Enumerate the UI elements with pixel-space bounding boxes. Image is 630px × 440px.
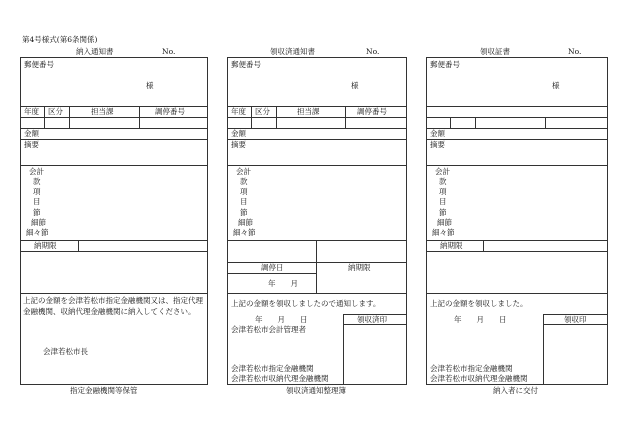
panel3-moku: 目 <box>439 197 447 206</box>
panel3-footer: 納入者に交付 <box>493 386 538 395</box>
panel1-chotei-bango: 調停番号 <box>155 107 185 116</box>
panel3-saisaisetsu: 細々節 <box>432 228 455 237</box>
panel2-tanto-ka: 担当課 <box>297 107 320 116</box>
panel1-nendo: 年度 <box>24 107 39 116</box>
panel3-ko: 項 <box>439 187 447 196</box>
panel2-title: 領収済通知書 <box>270 47 315 56</box>
form-number: 第4号様式(第6条関係) <box>22 35 98 44</box>
panel3-notice: 上記の金額を領収しました。 <box>430 299 528 308</box>
panel1-mayor: 会津若松市長 <box>43 347 88 356</box>
panel2-bank2: 会津若松市収納代理金融機関 <box>231 374 329 383</box>
panel3-date: 年 月 日 <box>454 315 507 324</box>
panel1-title: 納入通知書 <box>76 47 114 56</box>
panel2-nendo: 年度 <box>231 107 246 116</box>
panel1-saisetsu: 細節 <box>31 218 46 227</box>
panel2-ko: 項 <box>240 187 248 196</box>
panel2-postal-code: 郵便番号 <box>231 60 261 69</box>
panel3-saisetsu: 細節 <box>437 218 452 227</box>
panel1-kan: 款 <box>33 177 41 186</box>
panel1-kingaku: 金額 <box>24 129 39 138</box>
panel3-nokigen: 納期限 <box>440 241 463 250</box>
panel3-kaikei: 会計 <box>435 167 450 176</box>
panel1-moku: 目 <box>33 197 41 206</box>
panel3-setsu: 節 <box>439 208 447 217</box>
panel1-ko: 項 <box>33 187 41 196</box>
panel2-kubun: 区分 <box>255 107 270 116</box>
panel2-notice: 上記の金額を領収しましたので通知します。 <box>231 299 381 308</box>
panel3-bank2: 会津若松市収納代理金融機関 <box>430 374 528 383</box>
panel3-title: 領収証書 <box>480 47 510 56</box>
panel1-postal-code: 郵便番号 <box>24 60 54 69</box>
panel1-tanto-ka: 担当課 <box>91 107 114 116</box>
panel1-no: No. <box>162 47 176 56</box>
panel2-kan: 款 <box>240 177 248 186</box>
panel2-tekiyo: 摘要 <box>231 140 246 149</box>
panel2-date: 年 月 日 <box>255 315 308 324</box>
panel1-setsu: 節 <box>33 208 41 217</box>
panel3-bank1: 会津若松市指定金融機関 <box>430 364 513 373</box>
panel2-kingaku: 金額 <box>231 129 246 138</box>
panel1-tekiyo: 摘要 <box>24 140 39 149</box>
panel2-saisetsu: 細節 <box>238 218 253 227</box>
panel2-manager: 会津若松市会計管理者 <box>231 325 306 334</box>
panel2-footer: 領収済通知整理簿 <box>286 386 346 395</box>
panel2-moku: 目 <box>240 197 248 206</box>
panel3-kingaku: 金額 <box>430 129 445 138</box>
panel2-setsu: 節 <box>240 208 248 217</box>
panel2-bank1: 会津若松市指定金融機関 <box>231 364 314 373</box>
panel3-stamp-label: 領収印 <box>564 315 587 324</box>
panel2-nokigen: 納期限 <box>348 263 371 272</box>
panel1-nokigen: 納期限 <box>34 241 57 250</box>
panel2-sama: 様 <box>351 81 359 90</box>
panel3-no: No. <box>568 47 582 56</box>
panel1-kaikei: 会計 <box>29 167 44 176</box>
panel2-kaikei: 会計 <box>236 167 251 176</box>
panel2-chotei-bango: 調停番号 <box>357 107 387 116</box>
panel1-notice: 上記の金額を会津若松市指定金融機関又は、指定代理金融機関、収納代理金融機関に納入してください。 <box>23 296 203 316</box>
panel3-sama: 様 <box>552 81 560 90</box>
panel2-no: No. <box>366 47 380 56</box>
panel2-nen-tsuki: 年 月 <box>268 279 298 288</box>
panel1-sama: 様 <box>146 81 154 90</box>
panel2-saisaisetsu: 細々節 <box>233 228 256 237</box>
panel2-chotei-bi: 調停日 <box>261 263 284 272</box>
panel3-postal-code: 郵便番号 <box>430 60 460 69</box>
panel1-saisaisetsu: 細々節 <box>26 228 49 237</box>
panel1-kubun: 区分 <box>48 107 63 116</box>
panel3-kan: 款 <box>439 177 447 186</box>
panel3-tekiyo: 摘要 <box>430 140 445 149</box>
panel2-stamp-label: 領収済印 <box>357 315 387 324</box>
panel1-footer: 指定金融機関等保管 <box>70 386 138 395</box>
